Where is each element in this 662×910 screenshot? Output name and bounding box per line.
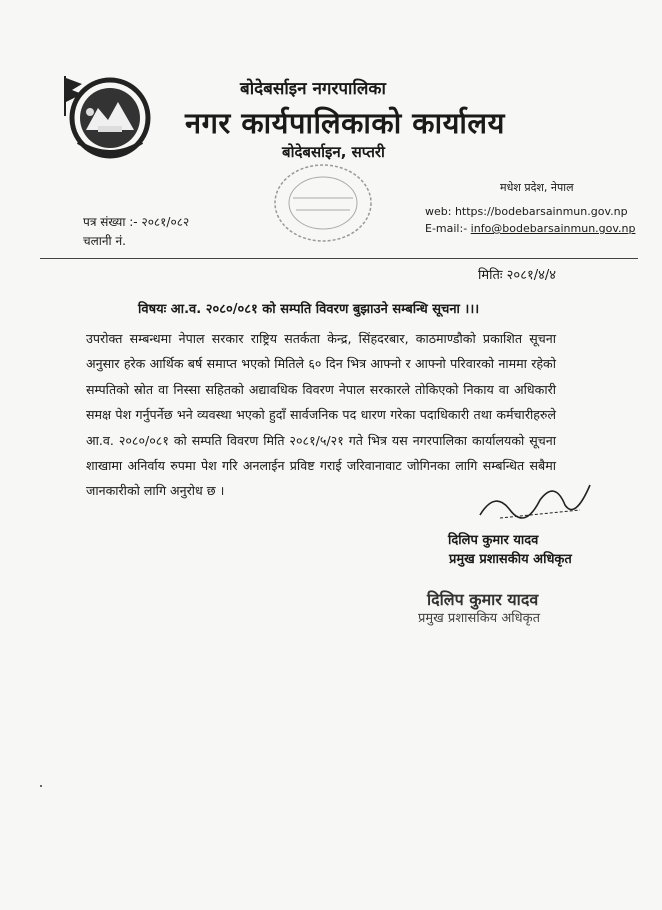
email-label: E-mail:- [425,222,468,235]
letter-subject: विषयः आ.व. २०८०/०८१ को सम्पति विवरण बुझाउने सम्बन्धि सूचना ।।। [138,302,480,317]
letter-number: पत्र संख्या :- २०८१/०८२ [83,215,190,229]
municipality-name: बोदेबर्साइन नगरपालिका [240,79,386,99]
signature [470,470,600,530]
signatory-title: प्रमुख प्रशासकीय अधिकृत [449,552,572,567]
email-line [425,222,635,235]
dispatch-number: चलानी नं. [83,234,126,248]
signatory-name: दिलिप कुमार यादव [448,533,539,548]
email-link[interactable]: info@bodebarsainmun.gov.np [470,222,636,235]
province: मधेश प्रदेश, नेपाल [500,181,574,194]
stamp-title: प्रमुख प्रशासकिय अधिकृत [418,611,541,626]
web-url[interactable]: https://bodebarsainmun.gov.np [454,205,628,218]
web-label: web: [425,205,452,218]
municipality-emblem [58,72,162,162]
letter-body: उपरोक्त सम्बन्धमा नेपाल सरकार राष्ट्रिय सतर्कता केन्द्र, सिंहदरबार, काठमाण्डौको प्रकाशित सूचना अनुसार हरेक आर्थिक बर्ष समाप्त भएको मितिले ६० दिन भित्र आफ्नो र आफ्नो परिवारको नाममा रहेको सम्पतिको स्रोत वा निस्सा सहितको अद्यावधिक विवरण नेपाल सरकारले तोकिएको निकाय वा अधिकारी समक्ष पेश गर्नुपर्नेछ भने व्यवस्था भएको हुदाँ सार्वजनिक पद धारण गरेका पदाधिकारी तथा कर्मचारीहरुले आ.व. २०८०/०८१ को सम्पति विवरण मिति २०८१/५/२१ गते भित्र यस नगरपालिका कार्यालयको सूचना शाखामा अनिर्वाय रुपमा पेश गरि अनलाईन प्रविष्ट गराई जरिवानावाट जोगिनका लागि सम्बन्धित सबैमा जानकारीको लागि अनुरोध छ । [86,331,556,499]
office-title: नगर कार्यपालिकाको कार्यालय [185,106,505,140]
stamp-name: दिलिप कुमार यादव [427,590,539,609]
web-line [425,205,628,218]
office-stamp [268,158,378,248]
letter-date: मितिः २०८१/४/४ [478,268,556,283]
scan-speck [40,785,42,787]
office-location: बोदेबर्साइन, सप्तरी [282,143,385,161]
header-divider [40,258,638,259]
